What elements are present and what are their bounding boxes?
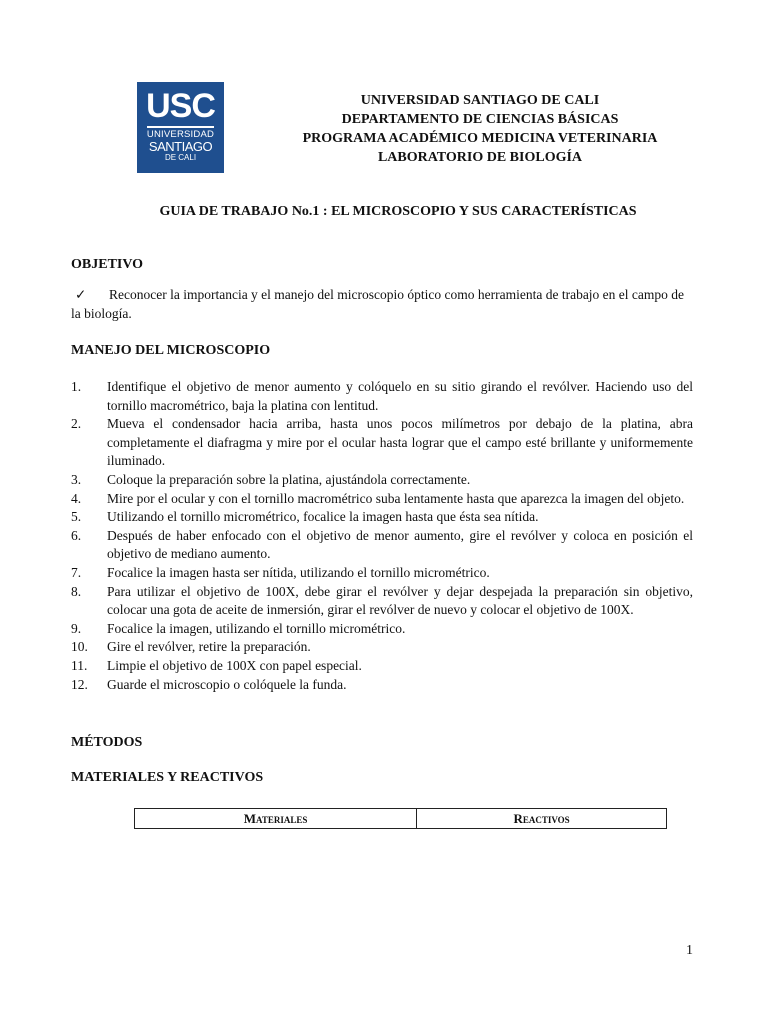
list-item [71, 583, 693, 620]
list-item [71, 657, 693, 676]
metodos-heading: MÉTODOS [71, 735, 143, 750]
header-department: DEPARTAMENTO DE CIENCIAS BÁSICAS [341, 112, 619, 127]
logo-abbreviation: USC [146, 87, 215, 125]
step-text: Mueva el condensador hacia arriba, hasta unos pocos milímetros por debajo de la platina, abra completamente el diafragma y mire por el ocular hasta lograr que el campo esté brillante y uniformemente iluminado. [107, 416, 693, 469]
step-number: 12. [71, 676, 88, 692]
microscope-steps-list [71, 378, 693, 694]
table-row [135, 809, 667, 829]
step-text: Guarde el microscopio o colóquele la funda. [107, 676, 347, 692]
list-item [71, 676, 693, 695]
checkmark-icon: ✓ [75, 287, 87, 302]
step-number: 9. [71, 620, 82, 636]
guide-title: GUIA DE TRABAJO No.1 : EL MICROSCOPIO Y SUS CARACTERÍSTICAS [159, 204, 637, 219]
step-number: 5. [71, 509, 82, 525]
header-program: PROGRAMA ACADÉMICO MEDICINA VETERINARIA [302, 131, 658, 146]
header-university: UNIVERSIDAD SANTIAGO DE CALI [360, 93, 600, 108]
step-number: 6. [71, 527, 82, 543]
step-text: Focalice la imagen, utilizando el tornillo micrométrico. [107, 620, 406, 636]
logo-line-2: SANTIAGO [148, 139, 213, 154]
step-number: 1. [71, 379, 82, 394]
step-number: 4. [71, 490, 82, 506]
logo-line-1: UNIVERSIDAD [146, 129, 215, 140]
objective-heading: OBJETIVO [71, 257, 144, 272]
table-header-materiales: Materiales [135, 809, 417, 829]
step-text: Identifique el objetivo de menor aumento y colóquelo en su sitio girando el revólver. Haciendo uso del tornillo macrométrico, baja la platina con lentitud. [107, 379, 693, 413]
step-text: Utilizando el tornillo micrométrico, focalice la imagen hasta que ésta sea nítida. [107, 509, 539, 525]
document-header [300, 91, 660, 167]
step-number: 2. [71, 416, 82, 432]
list-item [71, 527, 693, 564]
university-logo [137, 82, 224, 173]
logo-line-3: DE CALI [164, 153, 197, 162]
page-number: 1 [686, 943, 693, 958]
step-number: 8. [71, 583, 82, 599]
step-number: 10. [71, 639, 88, 655]
list-item [71, 638, 693, 657]
logo-divider [147, 126, 214, 128]
step-text: Después de haber enfocado con el objetivo de menor aumento, gire el revólver y coloca en posición el objetivo de mediano aumento. [107, 527, 693, 562]
step-number: 11. [71, 657, 88, 673]
manejo-heading: MANEJO DEL MICROSCOPIO [71, 343, 271, 358]
step-text: Para utilizar el objetivo de 100X, debe girar el revólver y dejar despejada la preparación sin objetivo, colocar una gota de aceite de inmersión, girar el revólver de nuevo y colocar el objetivo de 100X. [107, 583, 693, 618]
step-text: Gire el revólver, retire la preparación. [107, 639, 311, 655]
list-item [71, 564, 693, 583]
step-text: Mire por el ocular y con el tornillo macrométrico suba lentamente hasta que aparezca la imagen del objeto. [107, 490, 685, 506]
list-item [71, 378, 693, 415]
table-header-reactivos: Reactivos [417, 809, 667, 829]
step-text: Coloque la preparación sobre la platina, ajustándola correctamente. [107, 471, 471, 487]
list-item [71, 508, 693, 527]
materiales-heading: MATERIALES Y REACTIVOS [71, 770, 264, 785]
objective-paragraph [71, 285, 691, 323]
list-item [71, 490, 693, 509]
list-item [71, 620, 693, 639]
header-laboratory: LABORATORIO DE BIOLOGÍA [377, 150, 583, 165]
step-number: 3. [71, 471, 82, 487]
step-number: 7. [71, 564, 82, 580]
list-item [71, 471, 693, 490]
step-text: Focalice la imagen hasta ser nítida, utilizando el tornillo micrométrico. [107, 564, 490, 580]
materials-table [134, 808, 667, 829]
step-text: Limpie el objetivo de 100X con papel especial. [107, 657, 362, 673]
list-item [71, 415, 693, 471]
objective-text: Reconocer la importancia y el manejo del microscopio óptico como herramienta de trabajo en el campo de la biología. [71, 287, 685, 321]
